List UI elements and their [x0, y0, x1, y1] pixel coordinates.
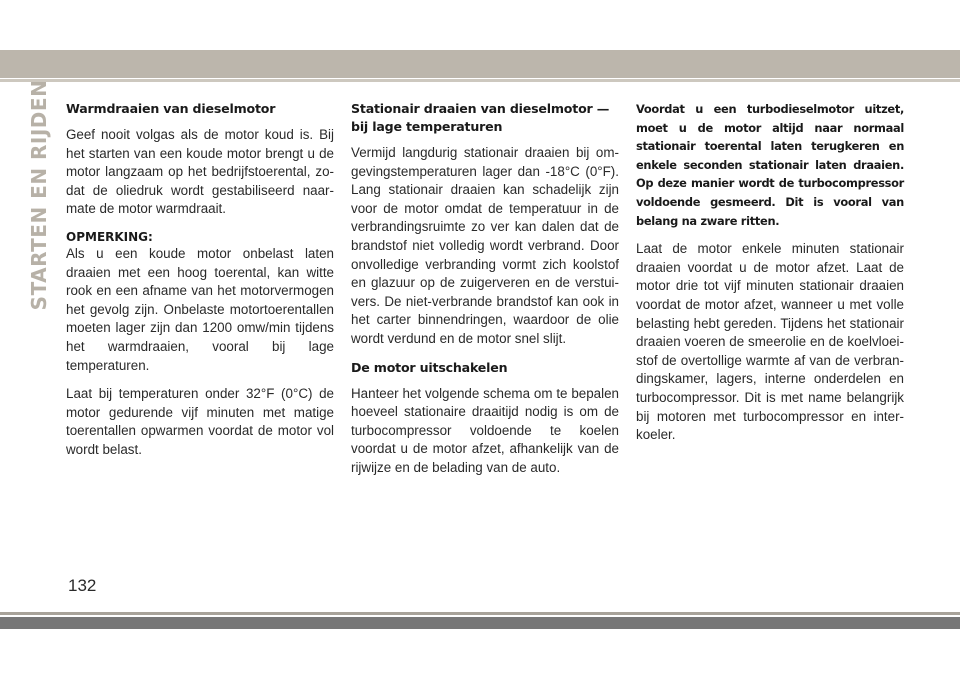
section-tab-label: STARTEN EN RIJDEN	[27, 79, 51, 311]
heading-motor-uitschakelen: De motor uitschakelen	[351, 359, 508, 375]
paragraph-warmdraaien-intro: Geef nooit volgas als de motor koud is. Bij het starten van een koude motor brengt u de motor langzaam op het bedrijfstoerental, zodat de oliedruk wordt gestabiliseerd naarmate de motor warmdraait.	[66, 127, 334, 217]
footer-band	[0, 617, 960, 629]
heading-warmdraaien: Warmdraaien van dieselmotor	[66, 101, 276, 116]
paragraph-warmdraaien-temperature: Laat bij temperaturen onder 32°F (0°C) de motor gedurende vijf minuten met matige toerentallen opwarmen voordat de motor vol wordt belast.	[66, 386, 334, 457]
paragraph-stationair-afkoelen: Laat de motor enkele minuten stationair draaien voordat u de motor afzet. Laat de motor drie tot vijf minuten stationair draaien voordat de motor afzet, wanneer u met volle belasting hebt gereden. Tijdens het stationair draaien voeren de smeerolie en de koelvloeistof de overtollige warmte af van de verbrandingskamer, lagers, interne onderdelen en turbocompressor. Dit is met name belangrijk bij motoren met turbocompressor en interkoeler.	[636, 241, 904, 443]
note-body: Als u een koude motor onbelast laten draaien met een hoog toerental, kan witte rook en een afname van het motorvermogen het gevolg zijn. Onbelaste motortoerentallen moeten lager zijn dan 1200 omw/min tijdens het warmdraaien, vooral bij lage temperaturen.	[66, 245, 334, 373]
section-tab	[27, 79, 51, 311]
header-band	[0, 50, 960, 78]
page-number: 132	[68, 576, 97, 595]
note-label: OPMERKING:	[66, 229, 153, 244]
heading-stationair-lage-temperaturen: Stationair draaien van dieselmotor — bij lage temperaturen	[351, 101, 610, 134]
paragraph-stationair-lage-temperaturen: Vermijd langdurig stationair draaien bij omgevingstemperaturen lager dan -18°C (0°F). Lang stationair draaien kan schadelijk zijn voor de motor omdat de temperatuur in de verbrandingsruimte zo ver kan dalen dat de brandstof niet volledig wordt verbrand. Door onvolledige verbranding vormt zich koolstof en glazuur op de zuigerveren en de verstuivers. De niet-verbrande brandstof kan ook in het carter binnendringen, waardoor de olie wordt verdund en de motor snel slijt.	[351, 145, 619, 346]
paragraph-turbodiesel-warning: Voordat u een turbodieselmotor uitzet, moet u de motor altijd naar normaal stationair toerental laten terugkeren en enkele seconden stationair laten draaien. Op deze manier wordt de turbocompressor voldoende gesmeerd. Dit is vooral van belang na zware ritten.	[636, 102, 904, 228]
text-column-3	[636, 100, 904, 455]
header-band-rule	[0, 79, 960, 82]
text-column-2	[351, 100, 619, 488]
footer-band-rule	[0, 612, 960, 615]
paragraph-motor-uitschakelen: Hanteer het volgende schema om te bepalen hoeveel stationaire draaitijd nodig is om de turbocompressor voldoende te koelen voordat u de motor afzet, afhankelijk van de rijwijze en de belading van de auto.	[351, 385, 619, 475]
text-column-1	[66, 100, 334, 470]
